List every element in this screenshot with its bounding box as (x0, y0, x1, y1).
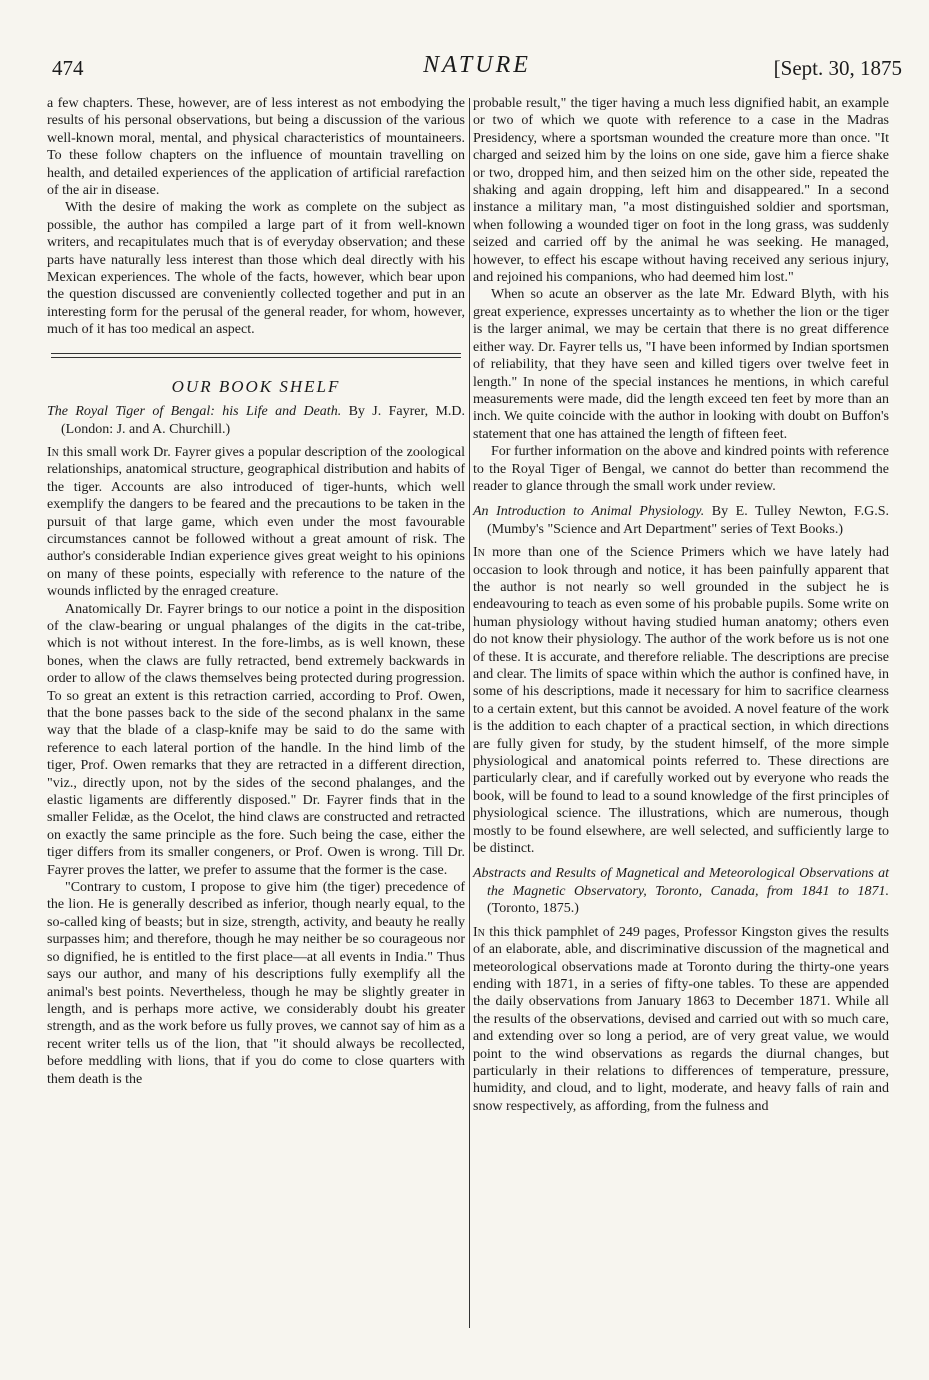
book-heading (47, 403, 465, 438)
book-title: An Introduction to Animal Physiology. (473, 504, 705, 520)
paragraph: When so acute an observer as the late Mr. Edward Blyth, with his great experience, expresses uncertainty as to whether the lion or the tiger is the larger animal, we may be certain that there is no great difference either way. Dr. Fayrer tells us, "I have been informed by Indian sportsmen of reliability, that they have seen and killed tigers over twelve feet in length." In none of the special instances he mentions, in which careful measurements were made, did the length exceed ten feet by more than an inch. We quite coincide with the author in looking with doubt on Buffon's statement that one has attained the length of fifteen feet. (473, 287, 889, 442)
lead-word: In (473, 924, 485, 940)
issue-date: [Sept. 30, 1875 (773, 56, 902, 80)
running-header (52, 52, 902, 92)
journal-title: NATURE (423, 52, 531, 78)
book-title: Abstracts and Results of Magnetical and Meteorological Observations at the Magnetic Observatory, Toronto, Canada, from 1841 to 1871. (473, 866, 889, 899)
book-title: The Royal Tiger of Bengal: his Life and Death. (47, 404, 342, 420)
left-column (47, 95, 465, 1088)
page-number: 474 (52, 56, 84, 80)
paragraph-text: this small work Dr. Fayrer gives a popular description of the zoological relationships, anatomical structure, geographical distribution and habits of the tiger. Accounts are also introduced of tiger-hunts, which well exemplify the dangers to be feared and the precautions to be taken in the pursuit of that large game, which even under the most favourable circumstances cannot be followed without a great amount of risk. The author's considerable Indian experience gives great weight to his opinions on many of these points, especially with reference to the nature of the wounds inflicted by the enraged creature. (47, 444, 465, 600)
paragraph (473, 924, 889, 1115)
lead-word: In (473, 545, 485, 561)
column-divider (469, 98, 470, 1328)
paragraph (473, 544, 889, 857)
paragraph: Anatomically Dr. Fayrer brings to our notice a point in the disposition of the claw-bearing or ungual phalanges of the digits in the cat-tribe, which is not without interest. In the fore-limbs, as is well known, these bones, when the claws are fully retracted, bend extremely backwards in order to allow of the claws themselves being protected during progression. To so great an extent is this retraction carried, according to Prof. Owen, that the bone passes back to the side of the second phalanx in the same way that the blade of a clasp-knife may be said to do the same with reference to each lateral portion of the handle. In the hind limb of the tiger, Prof. Owen remarks that they are retracted in a different direction, "viz., directly upon, not by the sides of the second phalanges, and the elastic ligaments are differently disposed." Dr. Fayrer finds that in the smaller Felidæ, as the Ocelot, the hind claws are constructed and retracted on exactly the same principle as the fore. Such being the case, either the tiger differs from its smaller congeners, or Prof. Owen is wrong. Till Dr. Fayrer proves the latter, we prefer to assume that the former is the case. (47, 601, 465, 878)
paragraph (47, 444, 465, 601)
paragraph-text: this thick pamphlet of 249 pages, Professor Kingston gives the results of an elaborate, able, and discriminative discussion of the magnetical and meteorological observations made at Toronto during the thirty-one years ending with 1871, in a series of fifty-one tables. To these are appended the daily observations from January 1863 to December 1871. While all the results of the observations, devised and carried out with so much care, and extending over so long a period, are of very great value, we would point to the wind observations as regards the diurnal changes, but particularly in their relations to differences of temperature, pressure, humidity, and cloud, and to light, moderate, and heavy falls of rain and snow respectively, as affording, from the fulness and (473, 924, 889, 1114)
book-heading (473, 865, 889, 917)
section-divider (51, 353, 461, 358)
book-heading (473, 503, 889, 538)
lead-word: In (47, 444, 59, 460)
paragraph: With the desire of making the work as complete on the subject as possible, the author has compiled a large part of it from well-known writers, and recapitulates much that is of everyday observation; and these parts have naturally less interest than those which deal directly with his Mexican experiences. The whole of the facts, however, which bear upon the question discussed are conveniently collected together and put in an interesting form for the perusal of the general reader, for whom, however, much of it has too medical an aspect. (47, 200, 465, 338)
paragraph: probable result," the tiger having a much less dignified habit, an example or two of which we quote with reference to a case in the Madras Presidency, where a sportsman wounded the creature more than once. "It charged and seized him by the loins on one side, gave him a fierce shake or two, dropped him, and then seized him on the other side, repeated the shaking and again dropping, left him and disappeared." In a second instance a military man, "a most distinguished soldier and sportsman, when following a wounded tiger on foot in the long grass, was suddenly seized and carried off by the animal he was seeking. He managed, however, to effect his escape without having received any serious injury, and rejoined his companions, who had deemed him lost." (473, 96, 889, 286)
book-details: (Toronto, 1875.) (487, 901, 579, 917)
section-title: OUR BOOK SHELF (171, 376, 341, 396)
right-column (473, 95, 889, 1115)
book-details: By J. Fayrer, M.D. (London: J. and A. Churchill.) (61, 404, 466, 437)
paragraph-text: more than one of the Science Primers which we have lately had occasion to look through and notice, it has been painfully apparent that the author is not nearly so well grounded in the subject he is endeavouring to teach as even some of his probable pupils. Some write on human physiology without having studied human anatomy; others even do not know their physiology. The author of the work before us is not one of these. It is accurate, and therefore reliable. The descriptions are precise and clear. The limits of space within which the author is confined have, in some of his descriptions, made it necessary for him to sacrifice clearness to a certain extent, but this cannot be avoided. A novel feature of the work is the addition to each chapter of a practical section, in which directions are fully given for study, by the student himself, of the more simple physiological and anatomical points referred to. These directions are particularly clear, and if carefully worked out by everyone who reads the book, will be found to lead to a sound knowledge of the first principles of physiological science. The illustrations, which are numerous, though mostly to be found elsewhere, are well selected, and sufficiently large to be distinct. (473, 545, 889, 857)
paragraph: For further information on the above and kindred points with reference to the Royal Tiger of Bengal, we cannot do better than recommend the reader to glance through the small work under review. (473, 444, 889, 494)
book-details: By E. Tulley Newton, F.G.S. (Mumby's "Science and Art Department" series of Text Books.) (487, 504, 890, 537)
paragraph: "Contrary to custom, I propose to give him (the tiger) precedence of the lion. He is generally described as inferior, though nearly equal, to the so-called king of beasts; but in size, strength, activity, and beauty he really surpasses him; and therefore, though he may neither be so courageous nor so dignified, he is entitled to the first place—at all events in India." Thus says our author, and many of his descriptions fully exemplify all the animal's best points. Nevertheless, though he may be slightly greater in length, and is perhaps more active, we considerably doubt his greater strength, and as the work before us fully proves, we cannot say of him as a recent writer tells us of the lion, that "it should always be recollected, before meddling with lions, that if you do come to close quarters with them death is the (47, 880, 465, 1087)
paragraph: a few chapters. These, however, are of less interest as not embodying the results of his personal observations, but being a discussion of the various well-known moral, mental, and physical characteristics of mountaineers. To these follow chapters on the influence of mountain travelling on health, and detailed experiences of the application of artificial rarefaction of the air in disease. (47, 96, 465, 199)
